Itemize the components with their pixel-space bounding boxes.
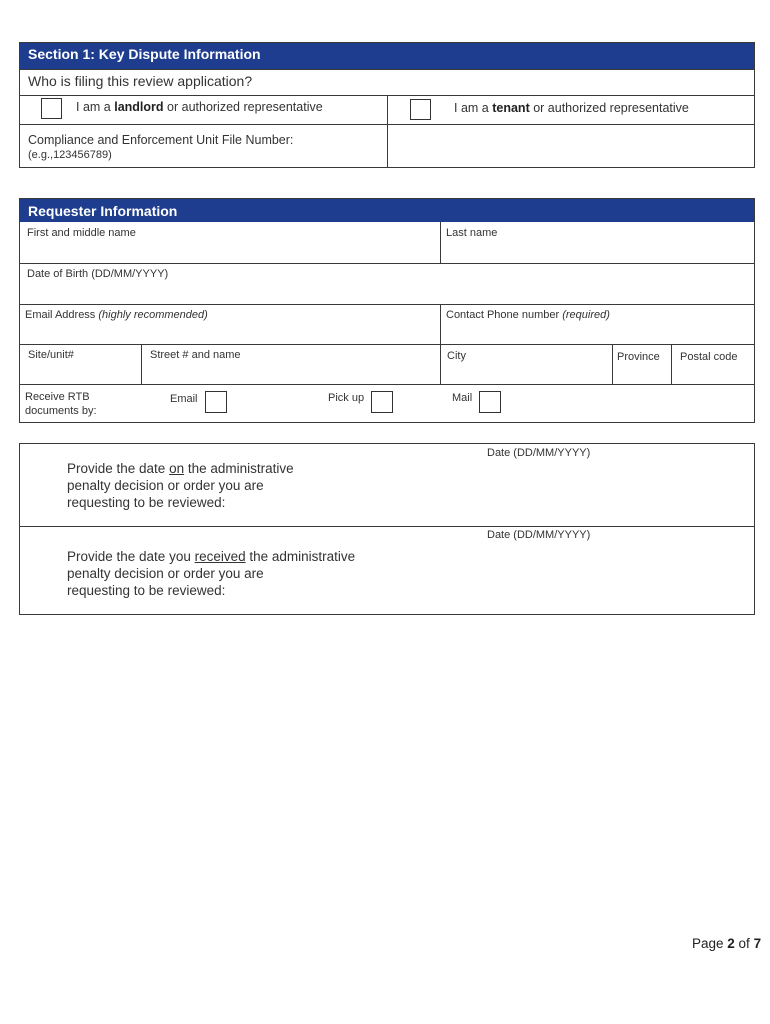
mail-option-label: Mail [452,392,473,404]
received-date-prompt [67,548,355,599]
city-input[interactable] [444,364,612,384]
street-label: Street # and name [150,349,241,361]
decision-line3: requesting to be reviewed: [67,495,226,510]
divider [20,384,754,385]
divider [440,222,441,263]
email-label-text: Email Address [25,309,96,321]
divider [20,124,754,125]
tenant-bold: tenant [492,101,530,115]
requester-header [20,199,754,222]
phone-label-note: (required) [562,309,610,321]
divider [440,304,441,384]
pickup-option-label: Pick up [328,392,365,404]
received-line1-post: the administrative [245,549,356,564]
received-date-header: Date (DD/MM/YYYY) [487,529,591,541]
email-option-label: Email [170,393,198,405]
email-address-label [25,309,208,321]
divider [20,344,754,345]
decision-line2: penalty decision or order you are [67,478,264,493]
section1-header [20,43,754,69]
received-date-input[interactable] [440,546,754,612]
divider [20,263,754,264]
decision-date-prompt [67,460,294,511]
file-number-label: Compliance and Enforcement Unit File Number: [28,133,294,147]
divider [20,69,754,70]
postal-code-input[interactable] [674,366,754,384]
email-input[interactable] [24,324,440,344]
phone-label [446,309,610,321]
filing-question: Who is filing this review application? [28,73,253,89]
tenant-checkbox[interactable] [410,99,431,120]
tenant-suffix: or authorized representative [533,101,689,115]
site-unit-input[interactable] [24,364,142,384]
divider [20,304,754,305]
first-name-label: First and middle name [27,227,136,239]
page-mid: of [734,936,754,951]
received-line1-underline: received [194,549,246,564]
divider [612,344,613,384]
decision-date-header: Date (DD/MM/YYYY) [487,447,591,459]
tenant-prefix: I am a [454,101,489,115]
file-number-input[interactable] [392,128,754,166]
dob-label: Date of Birth (DD/MM/YYYY) [27,268,169,280]
received-line3: requesting to be reviewed: [67,583,226,598]
decision-date-input[interactable] [440,464,754,522]
province-label: Province [617,351,660,363]
landlord-suffix: or authorized representative [167,100,323,114]
file-number-example: (e.g.,123456789) [28,149,112,161]
street-input[interactable] [146,364,440,384]
last-name-input[interactable] [444,242,754,262]
landlord-prefix: I am a [76,100,111,114]
received-line2: penalty decision or order you are [67,566,264,581]
mail-option-checkbox[interactable] [479,391,501,413]
section1-header-text: Section 1: Key Dispute Information [28,46,261,62]
landlord-bold: landlord [114,100,164,114]
last-name-label: Last name [446,227,498,239]
first-name-input[interactable] [24,242,440,262]
page-total: 7 [753,936,762,951]
divider [387,95,388,167]
dob-input[interactable] [24,283,754,303]
page-number [692,936,761,951]
decision-line1-pre: Provide the date [67,461,170,476]
page-prefix: Page [692,936,728,951]
receive-label-line2: documents by: [25,405,97,417]
divider [20,526,754,527]
email-option-checkbox[interactable] [205,391,227,413]
received-line1-pre: Provide the date you [67,549,195,564]
decision-line1-post: the administrative [184,461,294,476]
phone-input[interactable] [444,324,754,344]
landlord-option-label [76,100,323,114]
site-unit-label: Site/unit# [28,349,74,361]
province-input[interactable] [615,366,673,384]
email-label-note: (highly recommended) [98,309,208,321]
decision-line1-underline: on [169,461,185,476]
pickup-option-checkbox[interactable] [371,391,393,413]
city-label: City [447,350,466,362]
landlord-checkbox[interactable] [41,98,62,119]
page-current: 2 [727,936,735,951]
requester-header-text: Requester Information [28,203,178,219]
phone-label-text: Contact Phone number [446,309,560,321]
receive-label-line1: Receive RTB [25,391,90,403]
postal-code-label: Postal code [680,351,738,363]
tenant-option-label [454,101,689,115]
